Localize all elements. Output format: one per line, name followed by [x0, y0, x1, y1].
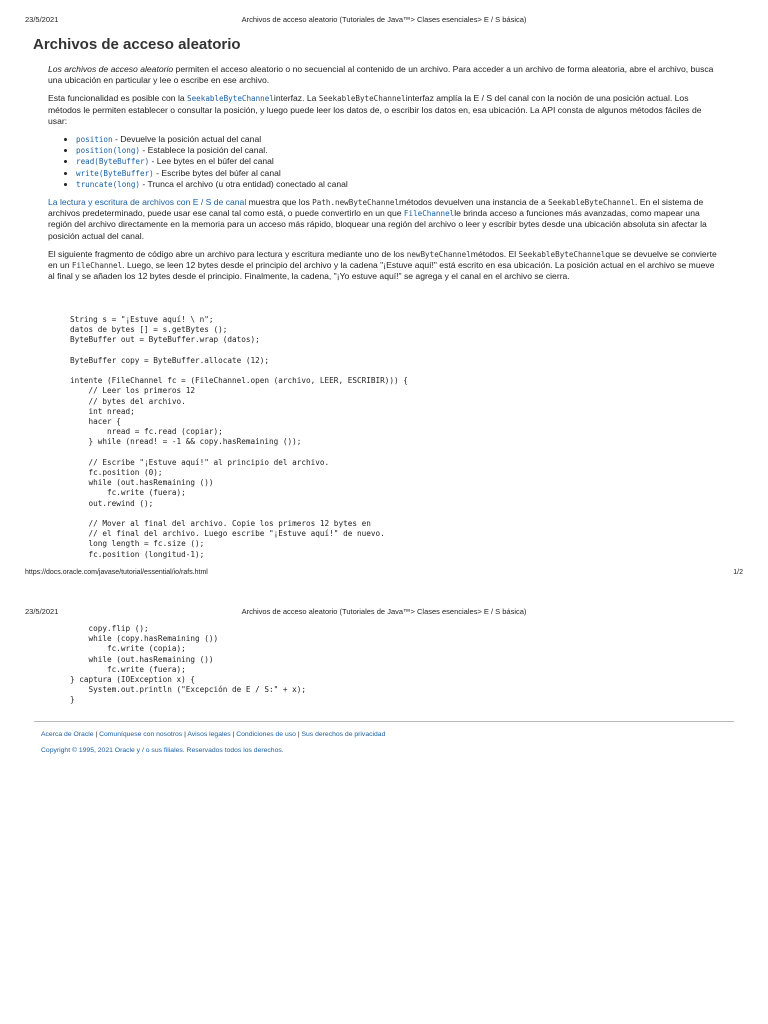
inline-code: Path.newByteChannel — [312, 198, 400, 208]
intro-paragraph: Los archivos de acceso aleatorio permiten el acceso aleatorio o no secuencial al contenido de un archivo. Para acceder a un archivo de forma aleatoria, abre el archivo, busca una ubicación en particular y lee o escribe en ese archivo. — [48, 64, 714, 86]
footer-links: Acerca de Oracle | Comuníquese con nosotros | Avisos legales | Condiciones de uso | Sus derechos de privacidad — [41, 731, 386, 738]
footer-divider — [34, 721, 734, 722]
footer-link-terms[interactable]: Condiciones de uso — [236, 731, 296, 738]
inline-code: FileChannel — [71, 261, 123, 271]
method-link[interactable]: write(ByteBuffer) — [76, 168, 154, 178]
inline-code: SeekableByteChannel — [548, 198, 635, 208]
article-body — [48, 64, 720, 289]
code-block-continued: copy.flip (); while (copy.hasRemaining ()) fc.write (copia); while (out.hasRemaining ()) fc.write (fuera); } captura (IOException x) { System.out.println ("Excepción de E / S:" + x); } — [70, 624, 307, 705]
print-footer-page-number: 1/2 — [733, 569, 743, 576]
footer-link-contact[interactable]: Comuníquese con nosotros — [99, 731, 183, 738]
methods-list — [48, 134, 720, 190]
list-item: • position(long) - Establece la posición del canal. — [76, 145, 720, 156]
list-item: • write(ByteBuffer) - Escribe bytes del búfer al canal — [76, 168, 720, 179]
list-item: • truncate(long) - Trunca el archivo (u otra entidad) conectado al canal — [76, 179, 720, 190]
inline-code: SeekableByteChannel — [518, 249, 606, 259]
method-link[interactable]: position — [76, 135, 113, 145]
method-link[interactable]: read(ByteBuffer) — [76, 157, 150, 167]
page-title: Archivos de acceso aleatorio — [33, 36, 241, 53]
print-footer-url: https://docs.oracle.com/javase/tutorial/essential/io/rafs.html — [25, 569, 208, 576]
intro-term: Los archivos de acceso aleatorio — [48, 64, 174, 74]
list-item: • position - Devuelve la posición actual del canal — [76, 134, 720, 145]
snippet-paragraph: El siguiente fragmento de código abre un archivo para lectura y escritura mediante uno de los newByteChannelmétodos. El SeekableByteChannelque se devuelve se convierte en un FileChannel. Luego, se leen 12 bytes desde el principio del archivo y la cadena "¡Estuve aquí!" está escrito en esa ubicación. La posición actual en el archivo se mueve al final y se añaden los 12 bytes desde el principio. Finalmente, la cadena, "¡Yo estuve aquí!" se agrega y el canal en el archivo se cierra. — [48, 248, 717, 282]
print-header-date: 23/5/2021 — [25, 607, 59, 616]
seekablebytechannel-link[interactable]: SeekableByteChannel — [187, 94, 274, 104]
footer-link-about[interactable]: Acerca de Oracle — [41, 731, 94, 738]
interface-paragraph: Esta funcionalidad es posible con la SeekableByteChannelinterfaz. La SeekableByteChannelinterfaz amplía la E / S del canal con la noción de una posición actual. Los métodos le permiten establecer o consultar la posición, y luego puede leer los datos de, o escribir los datos en, esa ubicación. La API consta de algunos métodos fáciles de usar: — [48, 93, 702, 126]
method-link[interactable]: truncate(long) — [76, 179, 141, 189]
footer-link-privacy[interactable]: Sus derechos de privacidad — [301, 731, 386, 738]
list-item: • read(ByteBuffer) - Lee bytes en el búfer del canal — [76, 156, 720, 167]
channel-io-link[interactable]: La lectura y escritura de archivos con E / S de canal — [48, 197, 247, 208]
copyright-notice: Copyright © 1995, 2021 Oracle y / o sus filiales. Reservados todos los derechos. — [41, 747, 284, 754]
print-header-date: 23/5/2021 — [25, 15, 59, 24]
code-block: String s = "¡Estuve aquí! \ n"; datos de bytes [] = s.getBytes (); ByteBuffer out = ByteBuffer.wrap (datos); ByteBuffer copy = ByteBuffer.allocate (12); intente (FileChannel fc = (FileChannel.open (archivo, LEER, ESCRIBIR))) { // Leer los primeros 12 // bytes del archivo. int nread; hacer { nread = fc.read (copiar); } while (nread! = -1 && copy.hasRemaining ()); // Escribe "¡Estuve aquí!" al principio del archivo. fc.position (0); while (out.hasRemaining ()) fc.write (fuera); out.rewind (); // Mover al final del archivo. Copie los primeros 12 bytes en // el final del archivo. Luego escribe "¡Estuve aquí!" de nuevo. long length = fc.size (); fc.position (longitud-1); — [70, 315, 408, 559]
method-link[interactable]: position(long) — [76, 146, 141, 156]
print-header-title: Archivos de acceso aleatorio (Tutoriales de Java™> Clases esenciales> E / S básica) — [241, 15, 527, 24]
footer-link-legal[interactable]: Avisos legales — [187, 731, 231, 738]
inline-code: newByteChannel — [406, 249, 471, 259]
print-header-title: Archivos de acceso aleatorio (Tutoriales de Java™> Clases esenciales> E / S básica) — [241, 607, 527, 616]
channel-io-paragraph: La lectura y escritura de archivos con E / S de canal muestra que los Path.newByteChannelmétodos devuelven una instancia de a SeekableByteChannel. En el sistema de archivos predeterminado, puede usar ese canal tal como está, o puede convertirlo en un que FileChannelle brinda acceso a funciones más avanzadas, como mapear una región del archivo directamente en la memoria para un acceso más rápido, bloquear una región del archivo o leer y escribir bytes desde una ubicación absoluta sin afectar la posición actual del canal. — [48, 197, 707, 241]
inline-code: SeekableByteChannel — [318, 94, 406, 104]
filechannel-link[interactable]: FileChannel — [403, 209, 455, 219]
